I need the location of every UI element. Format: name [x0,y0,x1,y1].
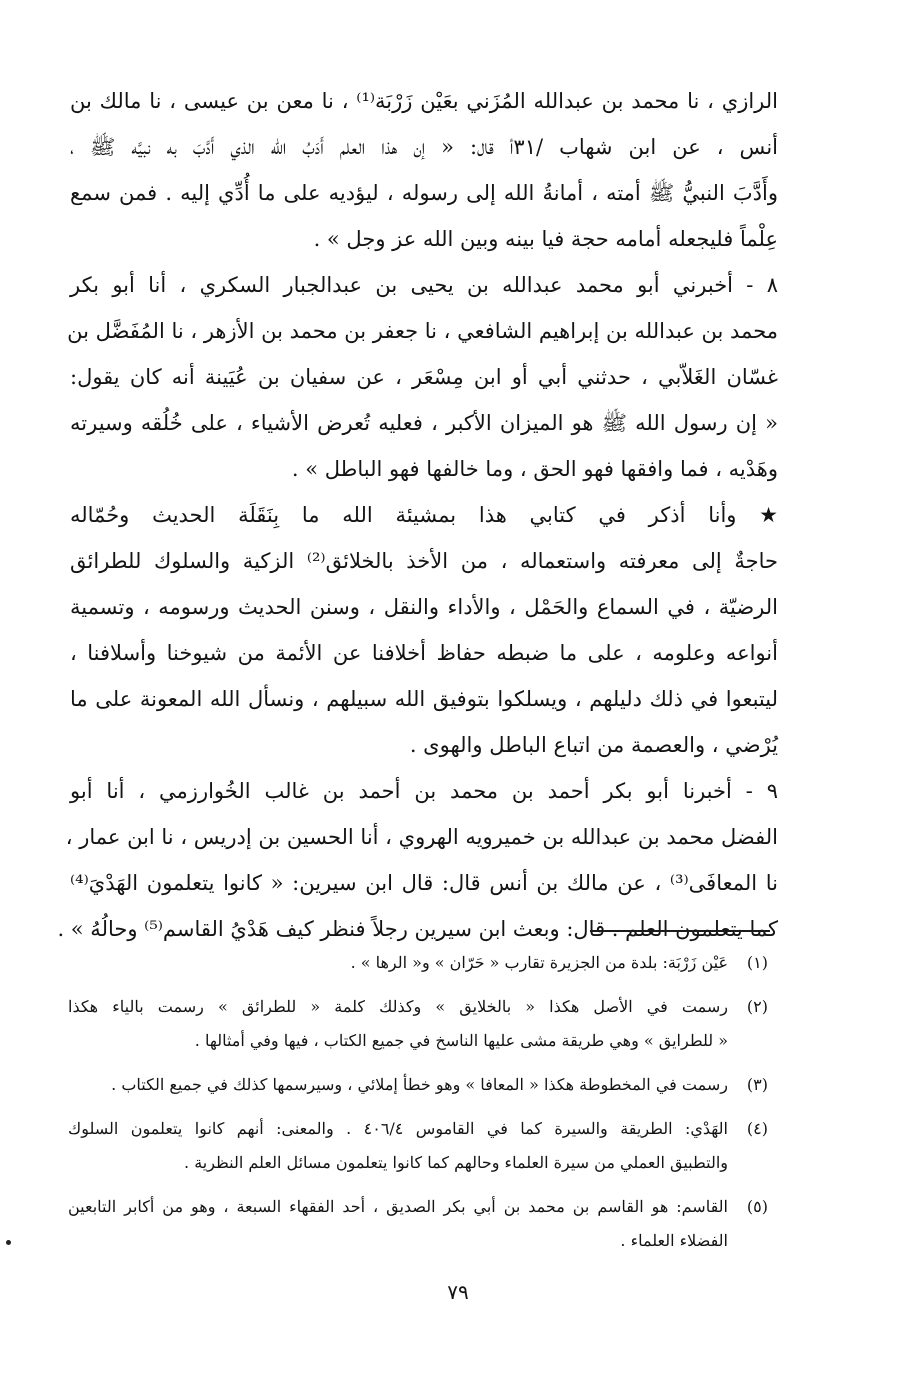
footnote-line: رسمت في المخطوطة هكذا « المعافا » وهو خطأ إملائي ، وسيرسمها كذلك في جميع الكتاب . [111,1075,728,1094]
text-line: أنواعه وعلومه ، على ما ضبطه حفاظ أخلافنا عن الأئمة من شيوخنا وأسلافنا ، [70,641,778,665]
footnote-separator [590,930,770,932]
text-line: غسّان الغَلاّبي ، حدثني أبي أو ابن مِسْعَر ، عن سفيان بن عُيَينة أنه كان يقول: [70,365,778,389]
footnote [68,1068,768,1102]
footnote-line: والتطبيق العملي من سيرة العلماء وحالهم كما كانوا يتعلمون مسائل العلم النظرية . [184,1153,728,1172]
footnote-number: (٥) [746,1197,768,1216]
footnotes [68,946,768,1268]
footnote-line: الهَدْي: الطريقة والسيرة كما في القاموس ٤٠٦/٤ . والمعنى: أنهم كانوا يتعلمون السلوك [68,1119,729,1138]
footnote-line: الفضلاء العلماء . [620,1231,728,1250]
footnote-text [68,1068,728,1102]
footnote-line: عَيْن زَرْبَة: بلدة من الجزيرة تقارب « حَرّان » و« الرها » . [350,953,728,972]
text-line: وأَدَّبَ النبيُّ ﷺ أمته ، أمانةُ الله إلى رسوله ، ليؤديه على ما أُدِّي إليه . فمن سمع [70,181,778,205]
footnote-number: (٤) [746,1119,768,1138]
footnote [68,990,768,1058]
footnote-line: القاسم: هو القاسم بن محمد بن أبي بكر الصديق ، أحد الفقهاء السبعة ، وهو من أكابر التابعين [68,1197,728,1216]
scan-speck [6,1240,11,1245]
text-line: محمد بن عبدالله بن إبراهيم الشافعي ، نا جعفر بن محمد بن الأزهر ، نا المُفَضَّل بن [67,319,778,343]
footnote [68,946,768,980]
text-line: الفضل محمد بن عبدالله بن خميرويه الهروي ، أنا الحسين بن إدريس ، نا ابن عمار ، [65,825,778,849]
footnote [68,1112,768,1180]
footnote-text [68,990,728,1058]
text-line: كما يتعلمون العلم . قال: وبعث ابن سيرين رجلاً فنظر كيف هَدْيُ القاسم⁽⁵⁾ وحالُهُ » . [57,917,778,941]
footnote-line: « للطرايق » وهي طريقة مشى عليها الناسخ في جميع الكتاب ، فيها وفي أمثالها . [194,1031,728,1050]
text-line: الرازي ، نا محمد بن عبدالله المُزَني بعَيْن زَرْبَة⁽¹⁾ ، نا معن بن عيسى ، نا مالك بن [70,89,778,113]
text-line: ليتبعوا في ذلك دليلهم ، ويسلكوا بتوفيق الله سبيلهم ، ونسأل الله المعونة على ما [70,687,778,711]
main-text [57,78,778,952]
text-line: « إن رسول الله ﷺ هو الميزان الأكبر ، فعليه تُعرض الأشياء ، على خُلُقه وسيرته [70,411,778,435]
text-line: يُرْضي ، والعصمة من اتباع الباطل والهوى . [409,733,778,757]
footnote-text [68,1112,728,1180]
footnote-number: (١) [746,953,768,972]
text-line: عِلْماً فليجعله أمامه حجة فيا بينه وبين الله عز وجل » . [313,227,778,251]
footnote-text [68,1190,728,1258]
footnote-number: (٢) [746,997,768,1016]
text-line: نا المعافَى⁽³⁾ ، عن مالك بن أنس قال: قال ابن سيرين: « كانوا يتعلمون الهَدْيَ⁽⁴⁾ [70,871,778,895]
footnote-number: (٣) [746,1075,768,1094]
text-line: أنس ، عن ابن شهاب /٣١أ قال: « إن هذا العلم أَدَبُ الله الذي أَدَّبَ به نبيَّه ﷺ ، [70,135,778,159]
footnote-line: رسمت في الأصل هكذا « بالخلايق » وكذلك كلمة « للطرائق » رسمت بالياء هكذا [68,997,728,1016]
text-line: حاجةٌ إلى معرفته واستعماله ، من الأخذ بالخلائق⁽²⁾ الزكية والسلوك للطرائق [70,549,778,573]
text-line: ٩ - أخبرنا أبو بكر أحمد بن محمد بن أحمد بن غالب الخُوارزمي ، أنا أبو [70,779,778,803]
text-line: وهَدْيه ، فما وافقها فهو الحق ، وما خالفها فهو الباطل » . [291,457,778,481]
text-line: ★ وأنا أذكر في كتابي هذا بمشيئة الله ما بِنَقَلَة الحديث وحُمّاله [70,503,778,527]
text-line: ٨ - أخبرني أبو محمد عبدالله بن يحيى بن عبدالجبار السكري ، أنا أبو بكر [70,273,778,297]
footnote [68,1190,768,1258]
footnote-text [68,946,728,980]
text-line: الرضيّة ، في السماع والحَمْل ، والأداء والنقل ، وسنن الحديث ورسومه ، وتسمية [70,595,778,619]
page-number: ٧٩ [447,1280,469,1304]
